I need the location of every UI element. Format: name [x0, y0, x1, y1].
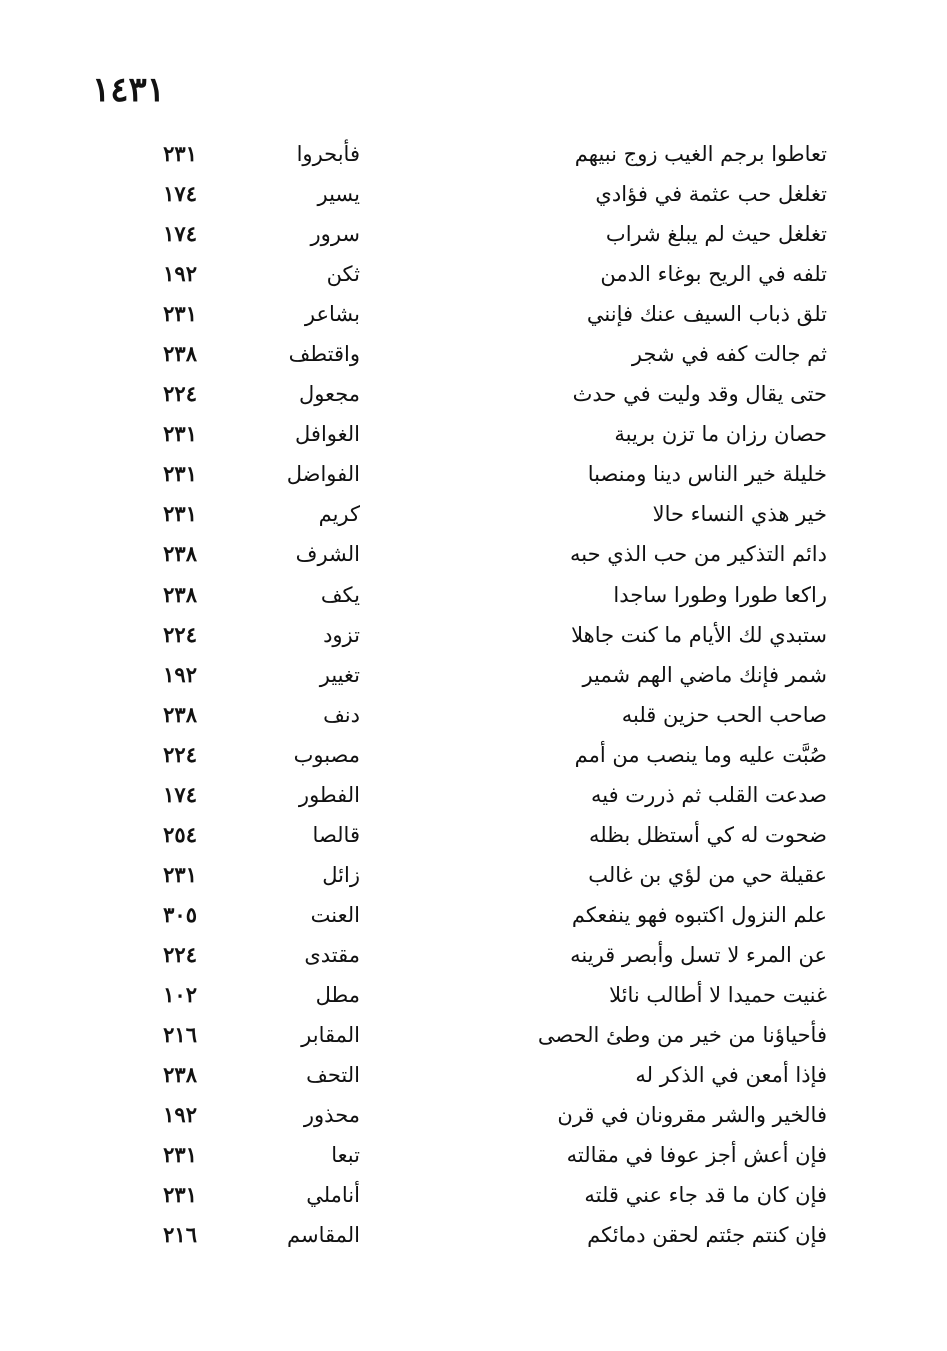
table-row	[0, 374, 947, 414]
rhyme-word: المقاسم	[287, 1223, 360, 1248]
verse-first-words: فأحياؤنا من خير من وطئ الحصى	[537, 1023, 827, 1048]
table-row	[0, 695, 947, 735]
verse-first-words: عقيلة حي من لؤي بن غالب	[588, 862, 827, 887]
rhyme-word: سرور	[310, 222, 360, 247]
rhyme-word: مطل	[315, 982, 360, 1007]
page-reference: ٢٣١	[163, 301, 197, 327]
page-reference: ١٩٢	[163, 661, 197, 687]
verse-first-words: دائم التذكير من حب الذي حبه	[569, 542, 827, 567]
page-reference: ١٩٢	[163, 261, 197, 287]
rhyme-word: مقتدى	[304, 942, 360, 967]
table-row	[0, 775, 947, 815]
table-row	[0, 855, 947, 895]
table-row	[0, 815, 947, 855]
table-row	[0, 134, 947, 174]
rhyme-word: يكف	[320, 582, 360, 607]
page-reference: ٢٢٤	[163, 741, 197, 767]
page-reference: ٢٣١	[163, 421, 197, 447]
page-reference: ٢٣١	[163, 1182, 197, 1208]
page-reference: ١٠٢	[163, 981, 197, 1007]
page-reference: ١٧٤	[163, 781, 197, 807]
verse-first-words: راكعا طورا وطورا ساجدا	[613, 582, 827, 607]
table-row	[0, 1095, 947, 1135]
rhyme-word: التحف	[306, 1063, 360, 1088]
rhyme-word: تبعا	[331, 1143, 360, 1168]
page-reference: ٣٠٥	[163, 901, 197, 927]
rhyme-word: تزود	[323, 622, 360, 647]
table-row	[0, 895, 947, 935]
rhyme-word: زائل	[322, 862, 360, 887]
page-reference: ٢٥٤	[163, 821, 197, 847]
verse-first-words: حصان رزان ما تزن بريبة	[614, 422, 827, 447]
verse-first-words: فإن كان ما قد جاء عني قلته	[584, 1183, 827, 1208]
table-row	[0, 254, 947, 294]
rhyme-word: محذور	[303, 1103, 360, 1128]
page-reference: ١٧٤	[163, 181, 197, 207]
table-row	[0, 174, 947, 214]
table-row	[0, 414, 947, 454]
rhyme-word: فأبحروا	[296, 142, 360, 166]
page-reference: ٢٣٨	[163, 341, 197, 367]
verse-first-words: عن المرء لا تسل وأبصر قرينه	[570, 942, 827, 967]
verse-first-words: ثم جالت كفه في شجر	[631, 342, 827, 367]
verse-first-words: صدعت القلب ثم ذررت فيه	[591, 782, 827, 807]
page-reference: ٢٣١	[163, 461, 197, 487]
verse-first-words: صُبَّت عليه وما ينصب من أمم	[574, 742, 827, 767]
verse-first-words: فالخير والشر مقرونان في قرن	[557, 1103, 827, 1128]
table-row	[0, 494, 947, 534]
rhyme-word: كريم	[318, 502, 360, 527]
table-row	[0, 615, 947, 655]
table-row	[0, 975, 947, 1015]
verse-first-words: ستبدي لك الأيام ما كنت جاهلا	[571, 622, 827, 647]
page-reference: ٢٣٨	[163, 541, 197, 567]
rhyme-word: الشرف	[295, 542, 360, 567]
verse-first-words: فإن كنتم جئتم لحقن دمائكم	[587, 1223, 827, 1248]
verse-first-words: خليلة خير الناس دينا ومنصبا	[587, 462, 827, 487]
verse-first-words: شمر فإنك ماضي الهم شمير	[582, 662, 827, 687]
table-row	[0, 334, 947, 374]
page-reference: ١٩٢	[163, 1102, 197, 1128]
table-row	[0, 214, 947, 254]
table-row	[0, 1135, 947, 1175]
verse-first-words: صاحب الحب حزين قلبه	[621, 702, 827, 727]
page-reference: ٢٢٤	[163, 941, 197, 967]
rhyme-word: أناملي	[306, 1183, 360, 1208]
verse-index-table	[0, 134, 947, 1255]
rhyme-word: تغيير	[319, 662, 360, 687]
rhyme-word: دنف	[323, 702, 360, 727]
rhyme-word: الغوافل	[295, 422, 360, 447]
verse-first-words: تلفه في الريح بوغاء الدمن	[600, 262, 827, 287]
page-reference: ٢٢٤	[163, 381, 197, 407]
rhyme-word: يسير	[317, 182, 360, 207]
table-row	[0, 1055, 947, 1095]
rhyme-word: الفواضل	[286, 462, 360, 487]
page-reference: ٢٣١	[163, 1142, 197, 1168]
table-row	[0, 294, 947, 334]
rhyme-word: مجعول	[298, 382, 360, 407]
verse-first-words: خير هذي النساء حالا	[652, 502, 827, 527]
table-row	[0, 534, 947, 574]
rhyme-word: واقتطف	[288, 342, 360, 367]
verse-first-words: تلق ذباب السيف عنك فإنني	[586, 302, 827, 327]
table-row	[0, 1175, 947, 1215]
verse-first-words: تعاطوا برجم الغيب زوج نبيهم	[574, 142, 827, 166]
page-reference: ٢١٦	[163, 1022, 197, 1048]
rhyme-word: المقابر	[301, 1023, 360, 1048]
rhyme-word: العنت	[310, 902, 360, 927]
verse-first-words: فإذا أمعن في الذكر له	[635, 1063, 827, 1088]
table-row	[0, 735, 947, 775]
verse-first-words: حتى يقال وقد وليت في حدث	[572, 382, 827, 407]
verse-first-words: فإن أعش أجز عوفا في مقالته	[566, 1143, 827, 1168]
verse-first-words: ضحوت له كي أستظل بظله	[588, 822, 827, 847]
rhyme-word: بشاعر	[304, 302, 360, 327]
verse-first-words: علم النزول اكتبوه فهو ينفعكم	[571, 902, 827, 927]
page-reference: ١٧٤	[163, 221, 197, 247]
table-row	[0, 1015, 947, 1055]
table-row	[0, 655, 947, 695]
page-reference: ٢٣١	[163, 141, 197, 166]
page-reference: ٢٣٨	[163, 701, 197, 727]
page-reference: ٢٣٨	[163, 1062, 197, 1088]
page-reference: ٢٣٨	[163, 581, 197, 607]
table-row	[0, 575, 947, 615]
table-row	[0, 1215, 947, 1255]
page-reference: ٢٣١	[163, 501, 197, 527]
table-row	[0, 454, 947, 494]
rhyme-word: الفطور	[298, 782, 360, 807]
rhyme-word: مصبوب	[293, 742, 360, 767]
page-reference: ٢١٦	[163, 1222, 197, 1248]
table-row	[0, 935, 947, 975]
rhyme-word: ثكن	[326, 262, 360, 287]
verse-first-words: تغلغل حيث لم يبلغ شراب	[605, 222, 827, 247]
verse-first-words: غنيت حميدا لا أطالب نائلا	[609, 982, 827, 1007]
page-number: ١٤٣١	[92, 70, 166, 110]
page-reference: ٢٢٤	[163, 621, 197, 647]
page-reference: ٢٣١	[163, 861, 197, 887]
verse-first-words: تغلغل حب عثمة في فؤادي	[595, 182, 827, 207]
rhyme-word: قالصا	[312, 822, 360, 847]
